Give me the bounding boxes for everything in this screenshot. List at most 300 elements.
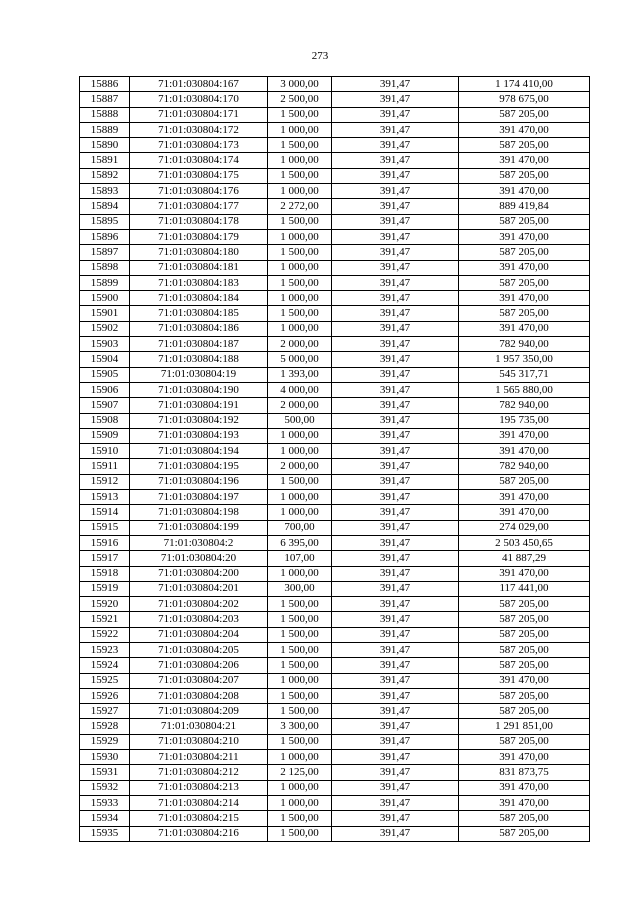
specific-value-cell: 391,47 <box>332 367 459 382</box>
row-number-cell: 15893 <box>80 184 130 199</box>
row-number-cell: 15900 <box>80 291 130 306</box>
table-row <box>80 337 590 352</box>
cadastral-value-table <box>79 76 590 842</box>
row-number-cell: 15908 <box>80 413 130 428</box>
table-row <box>80 658 590 673</box>
area-cell: 2 000,00 <box>268 337 332 352</box>
table-row <box>80 597 590 612</box>
cadastral-value-cell: 391 470,00 <box>459 673 590 688</box>
cadastral-number-cell: 71:01:030804:212 <box>130 765 268 780</box>
row-number-cell: 15918 <box>80 566 130 581</box>
specific-value-cell: 391,47 <box>332 291 459 306</box>
cadastral-value-cell: 587 205,00 <box>459 826 590 841</box>
row-number-cell: 15913 <box>80 490 130 505</box>
table-row <box>80 229 590 244</box>
cadastral-number-cell: 71:01:030804:175 <box>130 168 268 183</box>
cadastral-number-cell: 71:01:030804:200 <box>130 566 268 581</box>
cadastral-number-cell: 71:01:030804:179 <box>130 229 268 244</box>
row-number-cell: 15926 <box>80 688 130 703</box>
area-cell: 1 500,00 <box>268 138 332 153</box>
row-number-cell: 15924 <box>80 658 130 673</box>
specific-value-cell: 391,47 <box>332 199 459 214</box>
specific-value-cell: 391,47 <box>332 398 459 413</box>
cadastral-number-cell: 71:01:030804:188 <box>130 352 268 367</box>
cadastral-value-cell: 1 291 851,00 <box>459 719 590 734</box>
cadastral-number-cell: 71:01:030804:206 <box>130 658 268 673</box>
cadastral-number-cell: 71:01:030804:170 <box>130 92 268 107</box>
cadastral-value-cell: 391 470,00 <box>459 229 590 244</box>
area-cell: 2 000,00 <box>268 398 332 413</box>
cadastral-value-cell: 782 940,00 <box>459 337 590 352</box>
cadastral-number-cell: 71:01:030804:186 <box>130 321 268 336</box>
cadastral-value-cell: 41 887,29 <box>459 551 590 566</box>
area-cell: 6 395,00 <box>268 535 332 550</box>
cadastral-number-cell: 71:01:030804:178 <box>130 214 268 229</box>
table-row <box>80 734 590 749</box>
specific-value-cell: 391,47 <box>332 505 459 520</box>
area-cell: 1 500,00 <box>268 658 332 673</box>
row-number-cell: 15927 <box>80 704 130 719</box>
cadastral-number-cell: 71:01:030804:198 <box>130 505 268 520</box>
cadastral-number-cell: 71:01:030804:180 <box>130 245 268 260</box>
area-cell: 1 000,00 <box>268 490 332 505</box>
table-row <box>80 459 590 474</box>
specific-value-cell: 391,47 <box>332 92 459 107</box>
cadastral-value-cell: 391 470,00 <box>459 184 590 199</box>
table-row <box>80 260 590 275</box>
area-cell: 2 272,00 <box>268 199 332 214</box>
specific-value-cell: 391,47 <box>332 413 459 428</box>
cadastral-value-cell: 1 174 410,00 <box>459 77 590 92</box>
cadastral-value-cell: 2 503 450,65 <box>459 535 590 550</box>
cadastral-number-cell: 71:01:030804:174 <box>130 153 268 168</box>
row-number-cell: 15912 <box>80 474 130 489</box>
cadastral-value-cell: 889 419,84 <box>459 199 590 214</box>
specific-value-cell: 391,47 <box>332 260 459 275</box>
cadastral-number-cell: 71:01:030804:191 <box>130 398 268 413</box>
cadastral-value-cell: 391 470,00 <box>459 780 590 795</box>
row-number-cell: 15922 <box>80 627 130 642</box>
cadastral-value-cell: 587 205,00 <box>459 642 590 657</box>
cadastral-number-cell: 71:01:030804:190 <box>130 382 268 397</box>
cadastral-value-cell: 587 205,00 <box>459 627 590 642</box>
area-cell: 1 000,00 <box>268 444 332 459</box>
specific-value-cell: 391,47 <box>332 321 459 336</box>
cadastral-number-cell: 71:01:030804:204 <box>130 627 268 642</box>
area-cell: 1 000,00 <box>268 321 332 336</box>
specific-value-cell: 391,47 <box>332 658 459 673</box>
row-number-cell: 15915 <box>80 520 130 535</box>
specific-value-cell: 391,47 <box>332 77 459 92</box>
cadastral-number-cell: 71:01:030804:184 <box>130 291 268 306</box>
specific-value-cell: 391,47 <box>332 138 459 153</box>
table-row <box>80 168 590 183</box>
specific-value-cell: 391,47 <box>332 765 459 780</box>
row-number-cell: 15911 <box>80 459 130 474</box>
table-row <box>80 612 590 627</box>
cadastral-number-cell: 71:01:030804:209 <box>130 704 268 719</box>
cadastral-value-cell: 587 205,00 <box>459 107 590 122</box>
cadastral-number-cell: 71:01:030804:202 <box>130 597 268 612</box>
cadastral-value-cell: 587 205,00 <box>459 138 590 153</box>
specific-value-cell: 391,47 <box>332 184 459 199</box>
cadastral-value-cell: 587 205,00 <box>459 811 590 826</box>
cadastral-number-cell: 71:01:030804:210 <box>130 734 268 749</box>
cadastral-number-cell: 71:01:030804:20 <box>130 551 268 566</box>
table-row <box>80 627 590 642</box>
cadastral-number-cell: 71:01:030804:192 <box>130 413 268 428</box>
cadastral-value-cell: 1 565 880,00 <box>459 382 590 397</box>
cadastral-value-cell: 782 940,00 <box>459 398 590 413</box>
row-number-cell: 15907 <box>80 398 130 413</box>
specific-value-cell: 391,47 <box>332 612 459 627</box>
cadastral-value-cell: 391 470,00 <box>459 566 590 581</box>
cadastral-value-cell: 1 957 350,00 <box>459 352 590 367</box>
row-number-cell: 15928 <box>80 719 130 734</box>
cadastral-value-cell: 391 470,00 <box>459 428 590 443</box>
table-row <box>80 321 590 336</box>
table-row <box>80 811 590 826</box>
area-cell: 1 500,00 <box>268 474 332 489</box>
area-cell: 1 000,00 <box>268 260 332 275</box>
area-cell: 3 300,00 <box>268 719 332 734</box>
row-number-cell: 15895 <box>80 214 130 229</box>
specific-value-cell: 391,47 <box>332 642 459 657</box>
table-row <box>80 77 590 92</box>
cadastral-value-cell: 391 470,00 <box>459 505 590 520</box>
area-cell: 1 000,00 <box>268 291 332 306</box>
row-number-cell: 15904 <box>80 352 130 367</box>
specific-value-cell: 391,47 <box>332 520 459 535</box>
table-row <box>80 382 590 397</box>
specific-value-cell: 391,47 <box>332 122 459 137</box>
cadastral-number-cell: 71:01:030804:171 <box>130 107 268 122</box>
cadastral-value-cell: 391 470,00 <box>459 444 590 459</box>
specific-value-cell: 391,47 <box>332 444 459 459</box>
cadastral-number-cell: 71:01:030804:185 <box>130 306 268 321</box>
area-cell: 1 000,00 <box>268 780 332 795</box>
row-number-cell: 15905 <box>80 367 130 382</box>
table-row <box>80 688 590 703</box>
page-number: 273 <box>311 50 329 62</box>
cadastral-number-cell: 71:01:030804:194 <box>130 444 268 459</box>
area-cell: 1 500,00 <box>268 597 332 612</box>
area-cell: 500,00 <box>268 413 332 428</box>
specific-value-cell: 391,47 <box>332 382 459 397</box>
cadastral-number-cell: 71:01:030804:203 <box>130 612 268 627</box>
cadastral-value-cell: 587 205,00 <box>459 612 590 627</box>
cadastral-number-cell: 71:01:030804:183 <box>130 275 268 290</box>
area-cell: 1 500,00 <box>268 107 332 122</box>
row-number-cell: 15910 <box>80 444 130 459</box>
specific-value-cell: 391,47 <box>332 795 459 810</box>
specific-value-cell: 391,47 <box>332 535 459 550</box>
cadastral-value-cell: 274 029,00 <box>459 520 590 535</box>
table-row <box>80 214 590 229</box>
specific-value-cell: 391,47 <box>332 490 459 505</box>
row-number-cell: 15914 <box>80 505 130 520</box>
table-row <box>80 122 590 137</box>
table-row <box>80 367 590 382</box>
area-cell: 1 500,00 <box>268 306 332 321</box>
cadastral-value-cell: 587 205,00 <box>459 688 590 703</box>
row-number-cell: 15923 <box>80 642 130 657</box>
row-number-cell: 15906 <box>80 382 130 397</box>
row-number-cell: 15898 <box>80 260 130 275</box>
row-number-cell: 15897 <box>80 245 130 260</box>
cadastral-value-cell: 391 470,00 <box>459 122 590 137</box>
cadastral-value-cell: 587 205,00 <box>459 597 590 612</box>
area-cell: 5 000,00 <box>268 352 332 367</box>
area-cell: 1 000,00 <box>268 795 332 810</box>
specific-value-cell: 391,47 <box>332 245 459 260</box>
table-row <box>80 474 590 489</box>
specific-value-cell: 391,47 <box>332 107 459 122</box>
specific-value-cell: 391,47 <box>332 719 459 734</box>
specific-value-cell: 391,47 <box>332 566 459 581</box>
area-cell: 700,00 <box>268 520 332 535</box>
cadastral-value-cell: 587 205,00 <box>459 704 590 719</box>
cadastral-number-cell: 71:01:030804:176 <box>130 184 268 199</box>
specific-value-cell: 391,47 <box>332 168 459 183</box>
table-row <box>80 444 590 459</box>
cadastral-number-cell: 71:01:030804:216 <box>130 826 268 841</box>
specific-value-cell: 391,47 <box>332 229 459 244</box>
cadastral-value-cell: 391 470,00 <box>459 321 590 336</box>
area-cell: 1 000,00 <box>268 229 332 244</box>
area-cell: 1 500,00 <box>268 168 332 183</box>
area-cell: 1 500,00 <box>268 627 332 642</box>
cadastral-number-cell: 71:01:030804:197 <box>130 490 268 505</box>
cadastral-value-cell: 587 205,00 <box>459 275 590 290</box>
area-cell: 107,00 <box>268 551 332 566</box>
cadastral-number-cell: 71:01:030804:213 <box>130 780 268 795</box>
table-row <box>80 291 590 306</box>
row-number-cell: 15890 <box>80 138 130 153</box>
specific-value-cell: 391,47 <box>332 214 459 229</box>
row-number-cell: 15925 <box>80 673 130 688</box>
area-cell: 1 500,00 <box>268 642 332 657</box>
cadastral-number-cell: 71:01:030804:201 <box>130 581 268 596</box>
cadastral-value-cell: 587 205,00 <box>459 474 590 489</box>
row-number-cell: 15917 <box>80 551 130 566</box>
cadastral-value-cell: 782 940,00 <box>459 459 590 474</box>
table-row <box>80 581 590 596</box>
area-cell: 1 500,00 <box>268 704 332 719</box>
table-row <box>80 795 590 810</box>
row-number-cell: 15930 <box>80 750 130 765</box>
row-number-cell: 15933 <box>80 795 130 810</box>
row-number-cell: 15888 <box>80 107 130 122</box>
row-number-cell: 15921 <box>80 612 130 627</box>
cadastral-value-cell: 195 735,00 <box>459 413 590 428</box>
cadastral-number-cell: 71:01:030804:208 <box>130 688 268 703</box>
cadastral-value-cell: 587 205,00 <box>459 734 590 749</box>
table-row <box>80 780 590 795</box>
specific-value-cell: 391,47 <box>332 306 459 321</box>
specific-value-cell: 391,47 <box>332 750 459 765</box>
table-row <box>80 535 590 550</box>
cadastral-number-cell: 71:01:030804:173 <box>130 138 268 153</box>
table-row <box>80 673 590 688</box>
specific-value-cell: 391,47 <box>332 153 459 168</box>
specific-value-cell: 391,47 <box>332 337 459 352</box>
area-cell: 1 393,00 <box>268 367 332 382</box>
table-row <box>80 138 590 153</box>
row-number-cell: 15920 <box>80 597 130 612</box>
table-row <box>80 428 590 443</box>
cadastral-value-cell: 587 205,00 <box>459 658 590 673</box>
cadastral-number-cell: 71:01:030804:211 <box>130 750 268 765</box>
specific-value-cell: 391,47 <box>332 627 459 642</box>
row-number-cell: 15901 <box>80 306 130 321</box>
row-number-cell: 15902 <box>80 321 130 336</box>
specific-value-cell: 391,47 <box>332 597 459 612</box>
area-cell: 1 500,00 <box>268 612 332 627</box>
area-cell: 2 500,00 <box>268 92 332 107</box>
table-row <box>80 184 590 199</box>
cadastral-number-cell: 71:01:030804:195 <box>130 459 268 474</box>
cadastral-number-cell: 71:01:030804:193 <box>130 428 268 443</box>
area-cell: 1 500,00 <box>268 214 332 229</box>
area-cell: 4 000,00 <box>268 382 332 397</box>
row-number-cell: 15935 <box>80 826 130 841</box>
cadastral-number-cell: 71:01:030804:181 <box>130 260 268 275</box>
area-cell: 1 500,00 <box>268 811 332 826</box>
area-cell: 2 000,00 <box>268 459 332 474</box>
cadastral-value-cell: 587 205,00 <box>459 214 590 229</box>
table-row <box>80 704 590 719</box>
cadastral-value-cell: 391 470,00 <box>459 795 590 810</box>
table-row <box>80 765 590 780</box>
specific-value-cell: 391,47 <box>332 275 459 290</box>
cadastral-value-cell: 587 205,00 <box>459 306 590 321</box>
cadastral-number-cell: 71:01:030804:207 <box>130 673 268 688</box>
area-cell: 1 000,00 <box>268 750 332 765</box>
row-number-cell: 15934 <box>80 811 130 826</box>
specific-value-cell: 391,47 <box>332 673 459 688</box>
row-number-cell: 15891 <box>80 153 130 168</box>
cadastral-number-cell: 71:01:030804:196 <box>130 474 268 489</box>
area-cell: 1 000,00 <box>268 428 332 443</box>
area-cell: 1 000,00 <box>268 566 332 581</box>
cadastral-number-cell: 71:01:030804:205 <box>130 642 268 657</box>
area-cell: 1 500,00 <box>268 688 332 703</box>
area-cell: 1 500,00 <box>268 826 332 841</box>
row-number-cell: 15889 <box>80 122 130 137</box>
table-row <box>80 642 590 657</box>
cadastral-number-cell: 71:01:030804:215 <box>130 811 268 826</box>
cadastral-value-cell: 587 205,00 <box>459 168 590 183</box>
cadastral-value-cell: 978 675,00 <box>459 92 590 107</box>
cadastral-number-cell: 71:01:030804:214 <box>130 795 268 810</box>
specific-value-cell: 391,47 <box>332 734 459 749</box>
cadastral-value-cell: 391 470,00 <box>459 750 590 765</box>
table-row <box>80 92 590 107</box>
cadastral-value-cell: 391 470,00 <box>459 153 590 168</box>
row-number-cell: 15886 <box>80 77 130 92</box>
table-row <box>80 826 590 841</box>
cadastral-value-cell: 545 317,71 <box>459 367 590 382</box>
row-number-cell: 15932 <box>80 780 130 795</box>
table-row <box>80 490 590 505</box>
row-number-cell: 15892 <box>80 168 130 183</box>
table-row <box>80 719 590 734</box>
table-row <box>80 520 590 535</box>
row-number-cell: 15929 <box>80 734 130 749</box>
row-number-cell: 15887 <box>80 92 130 107</box>
table-row <box>80 551 590 566</box>
area-cell: 1 000,00 <box>268 505 332 520</box>
table-row <box>80 153 590 168</box>
row-number-cell: 15896 <box>80 229 130 244</box>
table-row <box>80 199 590 214</box>
specific-value-cell: 391,47 <box>332 581 459 596</box>
table-row <box>80 352 590 367</box>
cadastral-value-cell: 391 470,00 <box>459 260 590 275</box>
table-row <box>80 245 590 260</box>
cadastral-value-cell: 391 470,00 <box>459 291 590 306</box>
row-number-cell: 15894 <box>80 199 130 214</box>
cadastral-number-cell: 71:01:030804:199 <box>130 520 268 535</box>
specific-value-cell: 391,47 <box>332 780 459 795</box>
specific-value-cell: 391,47 <box>332 826 459 841</box>
cadastral-value-cell: 391 470,00 <box>459 490 590 505</box>
row-number-cell: 15916 <box>80 535 130 550</box>
specific-value-cell: 391,47 <box>332 551 459 566</box>
specific-value-cell: 391,47 <box>332 704 459 719</box>
area-cell: 3 000,00 <box>268 77 332 92</box>
area-cell: 300,00 <box>268 581 332 596</box>
table-row <box>80 275 590 290</box>
row-number-cell: 15931 <box>80 765 130 780</box>
cadastral-number-cell: 71:01:030804:177 <box>130 199 268 214</box>
specific-value-cell: 391,47 <box>332 352 459 367</box>
cadastral-number-cell: 71:01:030804:167 <box>130 77 268 92</box>
cadastral-number-cell: 71:01:030804:19 <box>130 367 268 382</box>
table-row <box>80 107 590 122</box>
table-row <box>80 505 590 520</box>
area-cell: 1 500,00 <box>268 275 332 290</box>
table-row <box>80 750 590 765</box>
specific-value-cell: 391,47 <box>332 811 459 826</box>
table-row <box>80 566 590 581</box>
row-number-cell: 15919 <box>80 581 130 596</box>
cadastral-number-cell: 71:01:030804:21 <box>130 719 268 734</box>
row-number-cell: 15903 <box>80 337 130 352</box>
row-number-cell: 15909 <box>80 428 130 443</box>
cadastral-number-cell: 71:01:030804:2 <box>130 535 268 550</box>
cadastral-value-cell: 831 873,75 <box>459 765 590 780</box>
table-row <box>80 413 590 428</box>
area-cell: 2 125,00 <box>268 765 332 780</box>
table-row <box>80 306 590 321</box>
cadastral-value-cell: 117 441,00 <box>459 581 590 596</box>
cadastral-value-cell: 587 205,00 <box>459 245 590 260</box>
area-cell: 1 000,00 <box>268 122 332 137</box>
specific-value-cell: 391,47 <box>332 428 459 443</box>
area-cell: 1 000,00 <box>268 184 332 199</box>
specific-value-cell: 391,47 <box>332 474 459 489</box>
area-cell: 1 000,00 <box>268 673 332 688</box>
area-cell: 1 500,00 <box>268 734 332 749</box>
table-body <box>80 77 590 842</box>
area-cell: 1 000,00 <box>268 153 332 168</box>
cadastral-number-cell: 71:01:030804:172 <box>130 122 268 137</box>
specific-value-cell: 391,47 <box>332 459 459 474</box>
table-row <box>80 398 590 413</box>
area-cell: 1 500,00 <box>268 245 332 260</box>
